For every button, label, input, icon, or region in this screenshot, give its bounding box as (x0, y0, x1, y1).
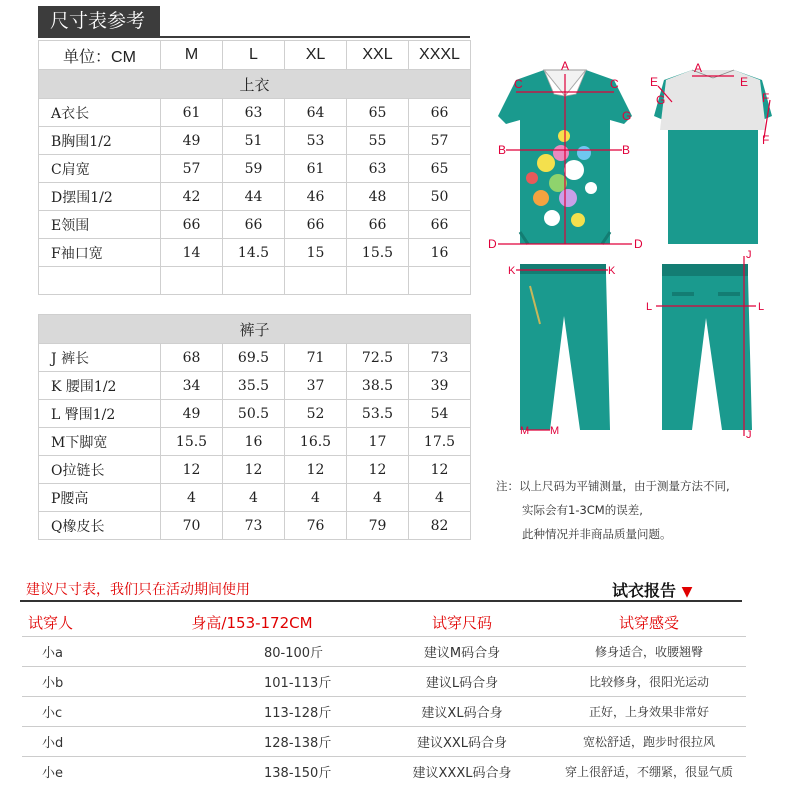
trial-cell: 80-100斤 (132, 637, 372, 667)
size-column-header: XL (285, 41, 347, 70)
trial-cell: 101-113斤 (132, 667, 372, 697)
trial-cell: 穿上很舒适，不绷紧，很显气质 (552, 757, 746, 787)
measure-value: 4 (223, 484, 285, 512)
trial-cell: 建议XXL码合身 (372, 727, 552, 757)
measure-value: 46 (285, 183, 347, 211)
measure-value (161, 267, 223, 295)
measure-label: D摆围1/2 (39, 183, 161, 211)
measure-label: L 臀围1/2 (39, 400, 161, 428)
svg-text:C: C (610, 77, 619, 91)
size-column-header: M (161, 41, 223, 70)
measure-value: 35.5 (223, 372, 285, 400)
table-row (39, 211, 471, 239)
measure-value: 57 (409, 127, 471, 155)
measure-value: 54 (409, 400, 471, 428)
measure-value: 16 (223, 428, 285, 456)
trial-report-heading (612, 578, 692, 601)
svg-text:A: A (694, 61, 703, 75)
measure-value: 66 (285, 211, 347, 239)
measure-value: 49 (161, 127, 223, 155)
measure-value: 4 (285, 484, 347, 512)
measure-label: P腰高 (39, 484, 161, 512)
measure-value: 53 (285, 127, 347, 155)
measure-value: 66 (409, 211, 471, 239)
measure-value: 12 (161, 456, 223, 484)
svg-text:C: C (514, 77, 523, 91)
measure-value: 51 (223, 127, 285, 155)
measure-value: 4 (347, 484, 409, 512)
measure-value: 66 (347, 211, 409, 239)
measure-label: J 裤长 (39, 344, 161, 372)
table-row (39, 155, 471, 183)
measure-label: F袖口宽 (39, 239, 161, 267)
table-row (39, 428, 471, 456)
svg-text:B: B (498, 143, 507, 157)
trial-cell: 修身适合，收腰翘臀 (552, 637, 746, 667)
section-title: 上衣 (39, 70, 471, 99)
svg-text:A: A (561, 59, 570, 73)
measure-label: M下脚宽 (39, 428, 161, 456)
svg-text:J: J (746, 429, 752, 441)
table-row (39, 484, 471, 512)
measure-label: Q橡皮长 (39, 512, 161, 540)
top-size-table (38, 40, 471, 295)
trial-cell: 正好，上身效果非常好 (552, 697, 746, 727)
measure-value: 38.5 (347, 372, 409, 400)
measure-value: 52 (285, 400, 347, 428)
section-row-bottom (39, 315, 471, 344)
measure-value (223, 267, 285, 295)
measure-value: 12 (347, 456, 409, 484)
note-line-1: 注：以上尺码为平铺测量，由于测量方法不同, (496, 479, 730, 493)
pants-back-illustration (662, 264, 752, 430)
svg-text:D: D (488, 237, 497, 251)
svg-text:E: E (650, 75, 659, 89)
table-row (39, 512, 471, 540)
svg-text:B: B (622, 143, 631, 157)
measure-value: 14 (161, 239, 223, 267)
trial-cell: 建议M码合身 (372, 637, 552, 667)
measure-value (285, 267, 347, 295)
measure-value: 44 (223, 183, 285, 211)
measure-value: 63 (223, 99, 285, 127)
measure-value: 39 (409, 372, 471, 400)
measure-value: 59 (223, 155, 285, 183)
trial-cell: 小c (22, 697, 132, 727)
suggestion-heading: 建议尺寸表，我们只在活动期间使用 (26, 582, 250, 598)
measure-value: 15.5 (161, 428, 223, 456)
measure-value: 66 (161, 211, 223, 239)
measure-label: K 腰围1/2 (39, 372, 161, 400)
trial-cell: 小d (22, 727, 132, 757)
measure-value: 73 (223, 512, 285, 540)
measure-value: 14.5 (223, 239, 285, 267)
table-row (39, 99, 471, 127)
svg-text:M: M (520, 425, 530, 437)
measure-value: 12 (223, 456, 285, 484)
table-row (39, 183, 471, 211)
svg-text:D: D (634, 237, 643, 251)
measure-value: 15 (285, 239, 347, 267)
measure-value: 65 (347, 99, 409, 127)
size-column-header: XXXL (409, 41, 471, 70)
table-row (22, 667, 746, 697)
table-row (22, 757, 746, 787)
trial-column-header: 试穿感受 (618, 613, 679, 632)
table-row (22, 697, 746, 727)
measure-value: 16.5 (285, 428, 347, 456)
measure-value: 82 (409, 512, 471, 540)
trial-cell: 128-138斤 (132, 727, 372, 757)
size-column-header: 单位：CM (39, 41, 161, 70)
measure-value: 17 (347, 428, 409, 456)
note-line-3: 此种情况并非商品质量问题。 (522, 527, 672, 541)
table-row (39, 400, 471, 428)
title-divider (38, 36, 470, 38)
size-header-row (39, 41, 471, 70)
table-row (39, 344, 471, 372)
measure-value: 65 (409, 155, 471, 183)
trial-cell: 比较修身，很阳光运动 (552, 667, 746, 697)
trial-header-row (22, 608, 746, 637)
section-row-top (39, 70, 471, 99)
size-column-header: XXL (347, 41, 409, 70)
table-row (39, 267, 471, 295)
measure-value: 17.5 (409, 428, 471, 456)
measure-label (39, 267, 161, 295)
measure-value: 42 (161, 183, 223, 211)
page-title: 尺寸表参考 (38, 6, 160, 36)
pants-front-illustration (520, 264, 610, 430)
table-row (39, 239, 471, 267)
measure-value: 4 (161, 484, 223, 512)
trial-cell: 小b (22, 667, 132, 697)
trial-cell: 建议XXXL码合身 (372, 757, 552, 787)
table-row (39, 456, 471, 484)
measure-value: 4 (409, 484, 471, 512)
measure-value: 71 (285, 344, 347, 372)
measure-value: 37 (285, 372, 347, 400)
measure-value (409, 267, 471, 295)
measure-value: 72.5 (347, 344, 409, 372)
table-row (22, 637, 746, 667)
measure-value: 16 (409, 239, 471, 267)
table-row (22, 727, 746, 757)
measure-value: 61 (285, 155, 347, 183)
trial-column-header: 试穿尺码 (431, 613, 492, 632)
measure-value: 73 (409, 344, 471, 372)
measure-value: 48 (347, 183, 409, 211)
triangle-down-icon: ▼ (681, 584, 693, 600)
trial-cell: 小a (22, 637, 132, 667)
note-line-2: 实际会有1-3CM的误差, (522, 503, 643, 517)
measure-value (347, 267, 409, 295)
top-back-illustration (654, 70, 772, 244)
measure-value: 61 (161, 99, 223, 127)
svg-text:K: K (608, 265, 616, 277)
measure-value: 12 (285, 456, 347, 484)
svg-text:F: F (762, 91, 770, 105)
svg-text:F: F (762, 133, 770, 147)
measure-value: 76 (285, 512, 347, 540)
trial-cell: 小e (22, 757, 132, 787)
trial-cell: 113-128斤 (132, 697, 372, 727)
trial-column-header: 身高/153-172CM (191, 613, 313, 632)
garment-measurement-diagram (486, 58, 786, 448)
svg-text:L: L (758, 301, 765, 313)
trial-report-title: 试衣报告 (612, 581, 677, 600)
measure-value: 79 (347, 512, 409, 540)
svg-text:G: G (622, 109, 632, 123)
trial-cell: 宽松舒适，跑步时很拉风 (552, 727, 746, 757)
measure-value: 69.5 (223, 344, 285, 372)
table-row (39, 127, 471, 155)
measure-label: B胸围1/2 (39, 127, 161, 155)
report-divider (20, 600, 742, 602)
svg-text:J: J (746, 249, 752, 261)
trial-report-table (22, 608, 746, 786)
svg-text:M: M (550, 425, 560, 437)
svg-text:G: G (656, 93, 666, 107)
measure-value: 63 (347, 155, 409, 183)
svg-text:L: L (646, 301, 653, 313)
table-row (39, 372, 471, 400)
measure-label: E领围 (39, 211, 161, 239)
measurement-note (496, 474, 730, 546)
measure-value: 68 (161, 344, 223, 372)
trial-cell: 建议L码合身 (372, 667, 552, 697)
measure-value: 57 (161, 155, 223, 183)
size-column-header: L (223, 41, 285, 70)
section-title: 裤子 (39, 315, 471, 344)
measure-value: 64 (285, 99, 347, 127)
measure-value: 50 (409, 183, 471, 211)
bottom-size-table (38, 314, 471, 540)
measure-value: 55 (347, 127, 409, 155)
measure-value: 49 (161, 400, 223, 428)
measure-value: 15.5 (347, 239, 409, 267)
measure-value: 53.5 (347, 400, 409, 428)
measure-value: 12 (409, 456, 471, 484)
trial-cell: 138-150斤 (132, 757, 372, 787)
svg-text:E: E (740, 75, 749, 89)
measure-label: A衣长 (39, 99, 161, 127)
measure-label: C肩宽 (39, 155, 161, 183)
svg-text:K: K (508, 265, 516, 277)
measure-value: 66 (409, 99, 471, 127)
trial-column-header: 试穿人 (28, 613, 74, 632)
measure-label: O拉链长 (39, 456, 161, 484)
measure-value: 34 (161, 372, 223, 400)
measure-value: 70 (161, 512, 223, 540)
measure-value: 66 (223, 211, 285, 239)
trial-cell: 建议XL码合身 (372, 697, 552, 727)
measure-value: 50.5 (223, 400, 285, 428)
